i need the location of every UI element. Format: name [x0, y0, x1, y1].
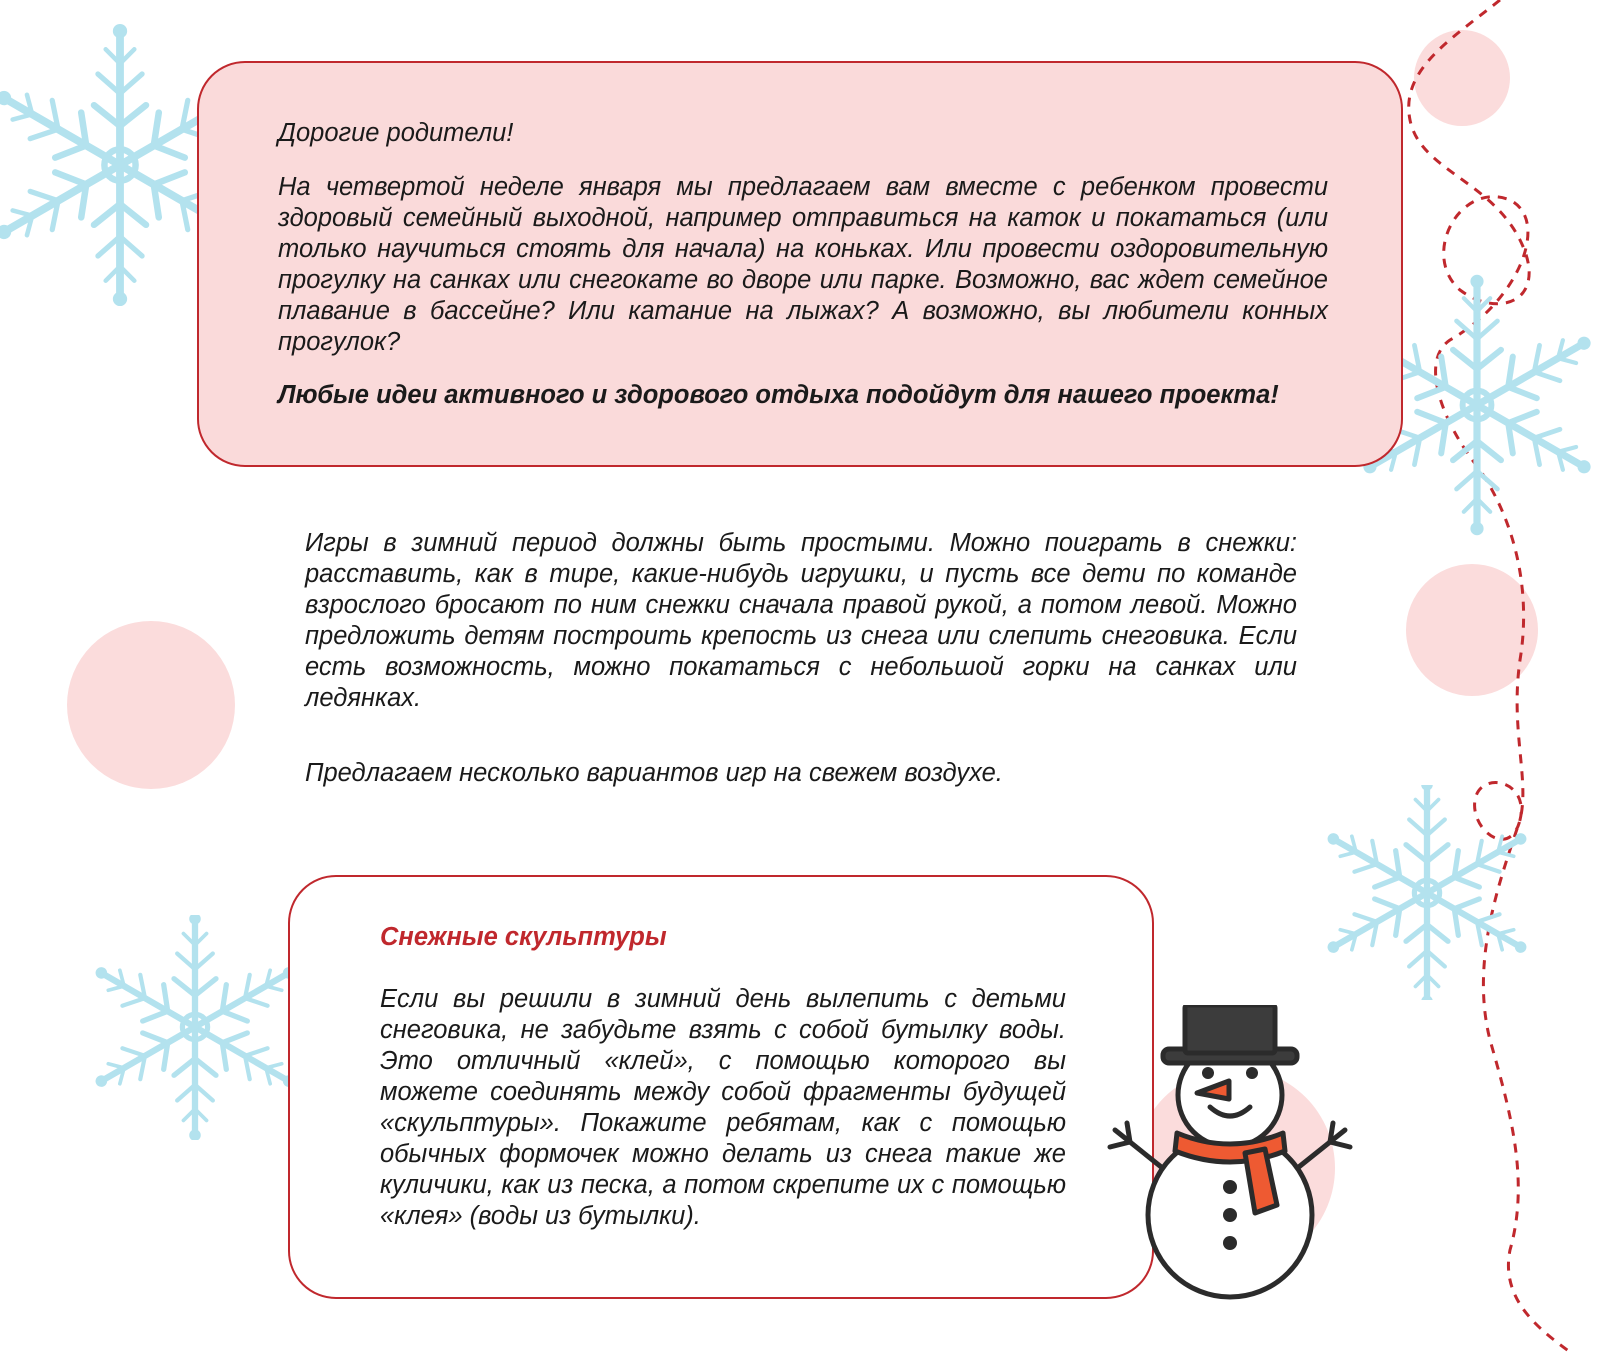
parents-paragraph: На четвертой неделе января мы предлагаем вам вместе с ребенком провести здоровый семейный выходной, например отправиться на каток и покататься (или только научиться стоять для начала) на коньках. Или провести оздоровительную прогулку на санках или снегокате во дворе или парке. Возможно, вас ждет семейное плавание в бассейне? Или катание на лыжах? А возможно, вы любители конных прогулок? — [278, 173, 1328, 356]
snowman-icon — [1105, 1005, 1355, 1305]
pink-dot-left — [67, 621, 235, 789]
offer-text: Предлагаем несколько вариантов игр на свежем воздухе. — [305, 759, 1003, 787]
greeting-text: Дорогие родители! — [278, 119, 514, 147]
highlight-text: Любые идеи активного и здорового отдыха подойдут для нашего проекта! — [278, 381, 1279, 409]
snowflake-icon — [1295, 785, 1560, 1000]
sculptures-title: Снежные скульптуры — [380, 923, 667, 951]
dashed-garland-line — [1380, 0, 1600, 1352]
games-paragraph: Игры в зимний период должны быть простыми. Можно поиграть в снежки: расставить, как в тире, какие-нибудь игрушки, и пусть все дети по команде взрослого бросают по ним снежки сначала правой рукой, а потом левой. Можно предложить детям построить крепость из снега или слепить снеговика. Если есть возможность, можно покататься с небольшой горки на санках или ледянках. — [305, 529, 1297, 712]
snowflake-icon — [80, 915, 310, 1140]
sculptures-paragraph: Если вы решили в зимний день вылепить с детьми снеговика, не забудьте взять с собой бутылку воды. Это отличный «клей», с помощью которого вы можете соединять между собой фрагменты будущей «скульптуры». Покажите ребятам, как с помощью обычных формочек можно делать из снега такие же куличики, как из песка, а потом скрепите их с помощью «клея» (воды из бутылки). — [380, 985, 1066, 1230]
